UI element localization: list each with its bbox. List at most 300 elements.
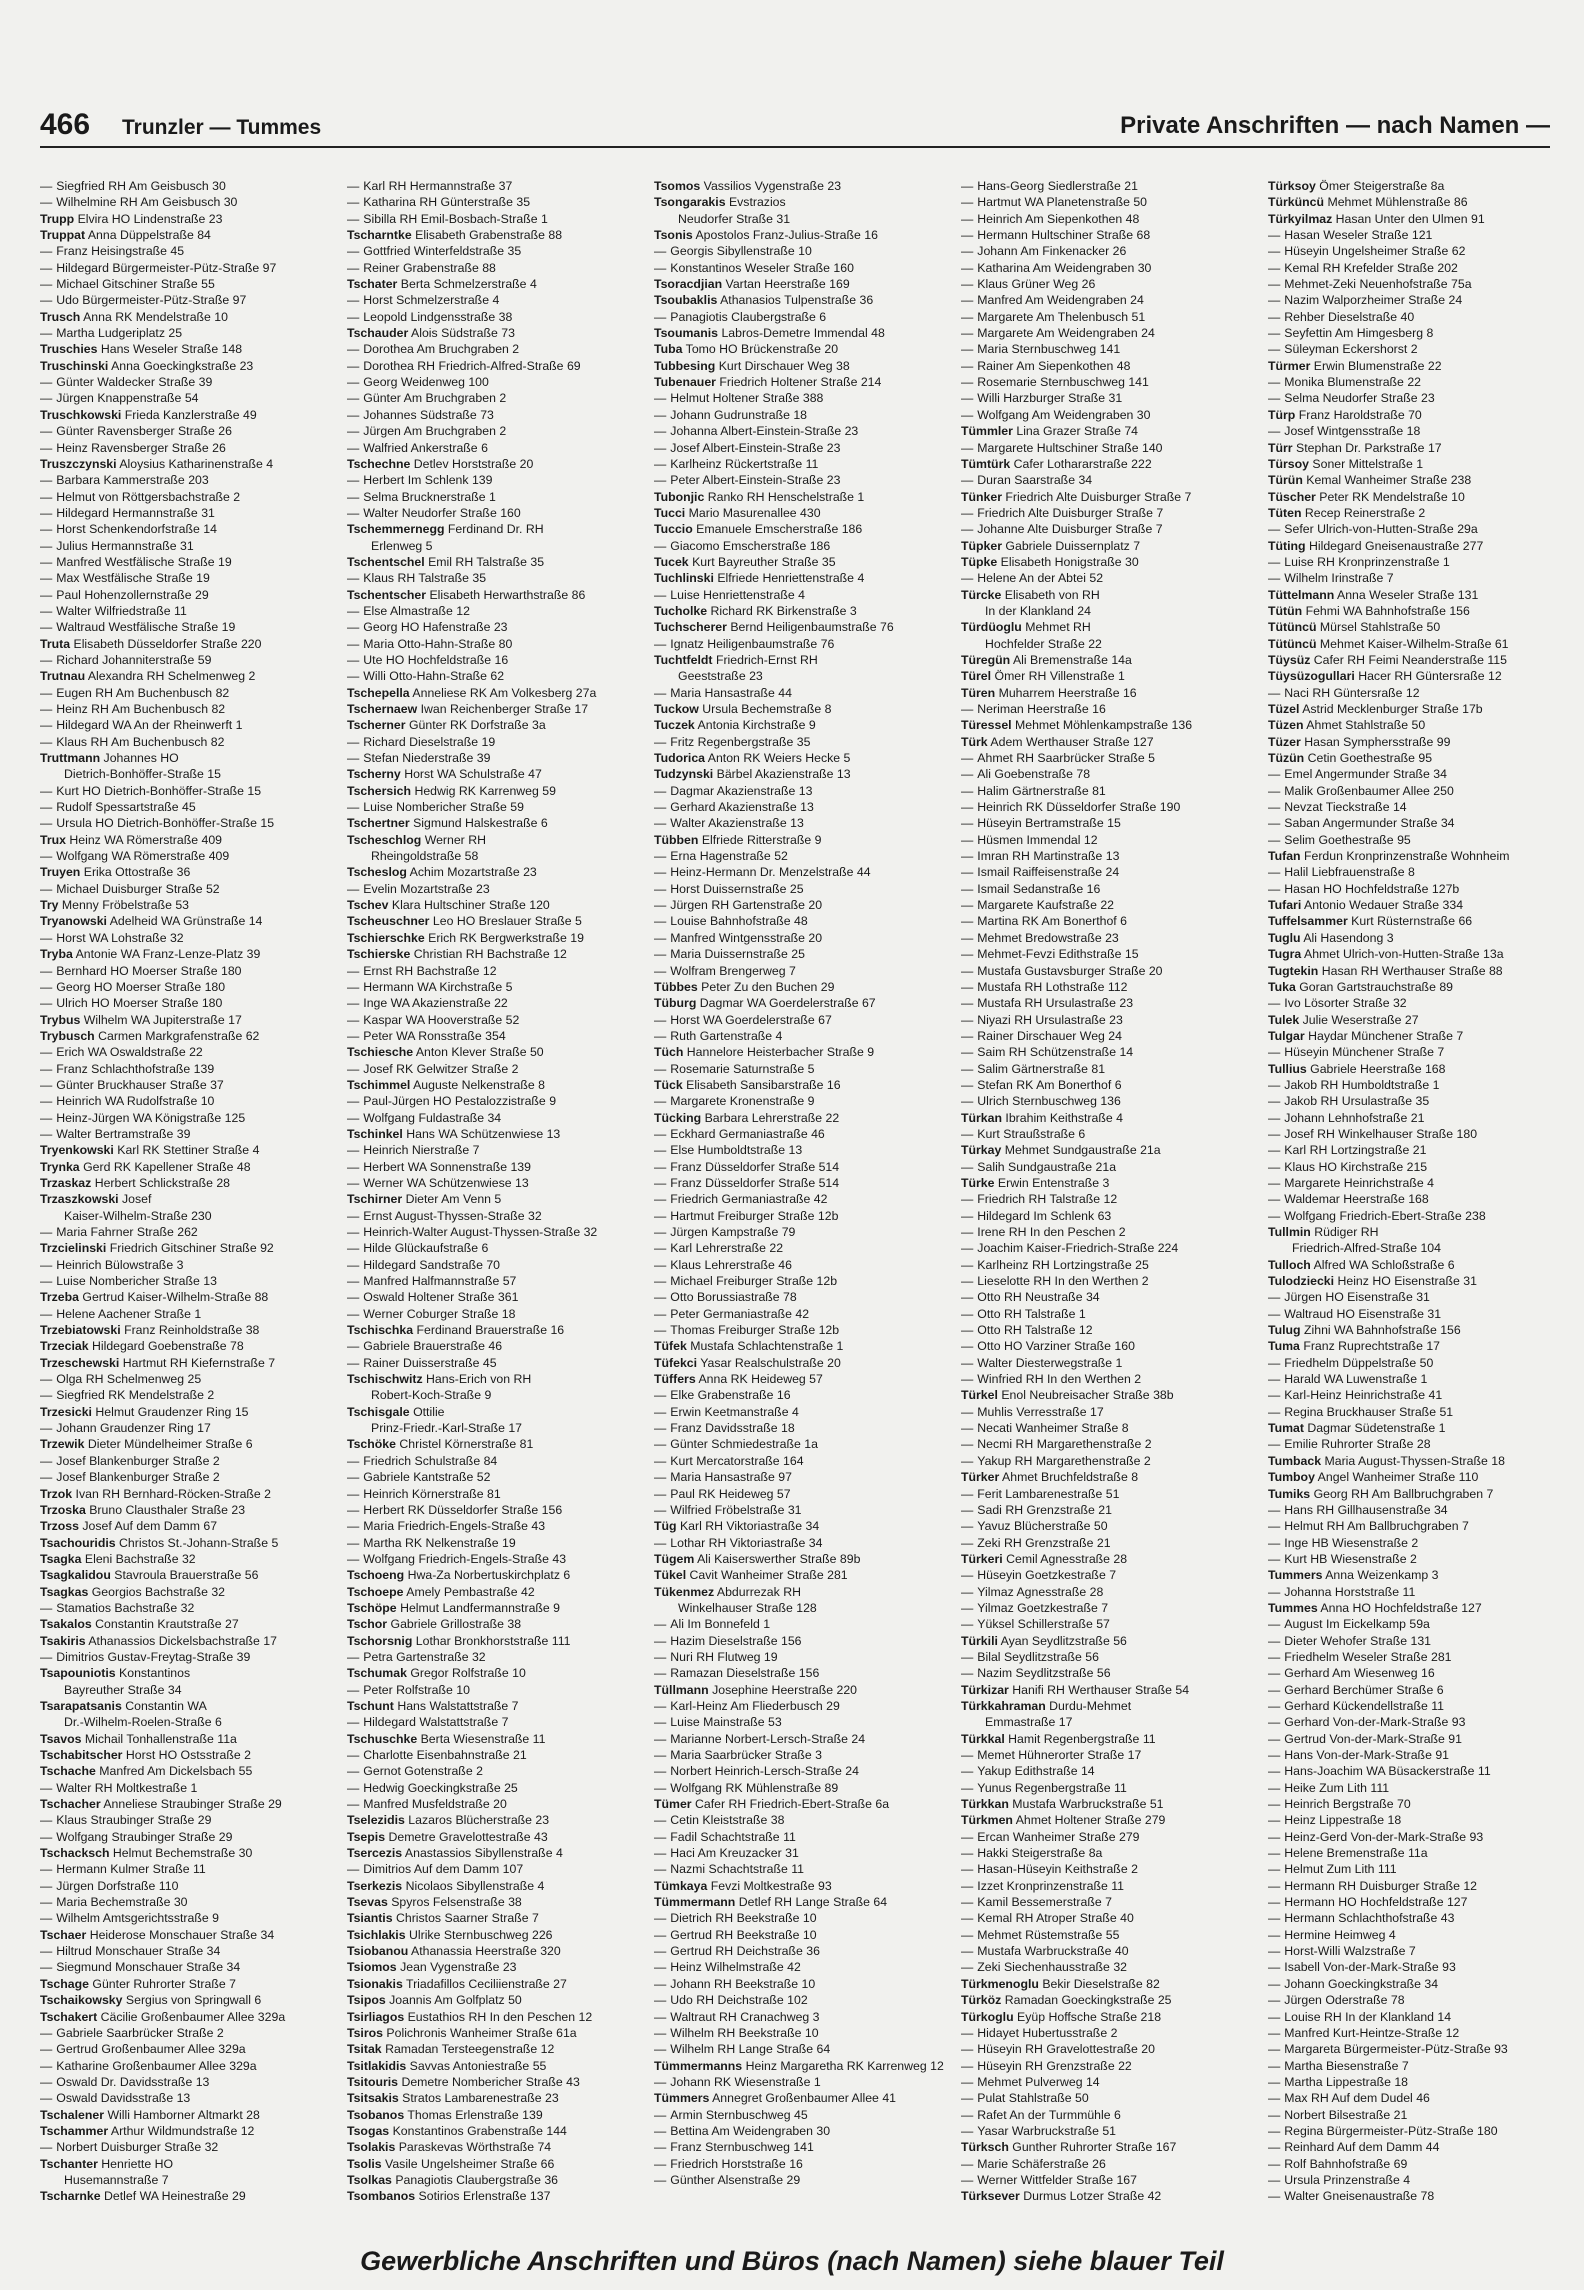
entry-details: Soner Mittelstraße 1	[1312, 456, 1424, 471]
same-name-dash: —	[347, 489, 360, 504]
entry-details: Heinrich Am Siepenkothen 48	[977, 211, 1140, 226]
listing-entry	[40, 1535, 338, 1551]
same-name-dash: —	[40, 816, 53, 831]
listing-entry	[1268, 1829, 1550, 1845]
entry-details: Saim RH Schützenstraße 14	[977, 1045, 1134, 1060]
entry-surname: Türün	[1268, 473, 1303, 488]
listing-entry	[1268, 1093, 1550, 1109]
listing-entry	[654, 2172, 952, 2188]
entry-surname: Tsepis	[347, 1829, 386, 1844]
same-name-dash: —	[40, 179, 53, 193]
entry-details: Dimitrios Auf dem Damm 107	[363, 1862, 524, 1877]
listing-entry	[1268, 652, 1550, 668]
same-name-dash: —	[1268, 1682, 1281, 1697]
entry-details: Karl RH Lortzingstraße 21	[1284, 1143, 1427, 1158]
entry-details: Gabriele Heerstraße 168	[1310, 1061, 1446, 1076]
entry-details: Horst-Willi Walzstraße 7	[1284, 1944, 1416, 1959]
entry-surname: Trzebiatowski	[40, 1323, 121, 1338]
same-name-dash: —	[654, 783, 667, 798]
entry-surname: Türkel	[961, 1388, 998, 1403]
listing-entry	[961, 799, 1259, 815]
listing-entry	[961, 979, 1259, 995]
entry-details: Paul Hohenzollernstraße 29	[56, 587, 209, 602]
entry-details: Georg HO Hafenstraße 23	[363, 620, 508, 635]
same-name-dash: —	[1268, 260, 1281, 275]
listing-entry	[1268, 2058, 1550, 2074]
listing-entry	[1268, 603, 1550, 619]
entry-details: Willi Hamborner Altmarkt 28	[107, 2107, 260, 2122]
listing-entry	[347, 1110, 645, 1126]
entry-details: Günter Am Bruchgraben 2	[363, 391, 507, 406]
listing-entry	[961, 1976, 1259, 1992]
listing-entry	[961, 652, 1259, 668]
footer-note: Gewerbliche Anschriften und Büros (nach Namen) siehe blauer Teil	[360, 2246, 1224, 2276]
entry-details: Heinrich WA Rudolfstraße 10	[56, 1094, 215, 1109]
same-name-dash: —	[40, 1780, 53, 1795]
listing-entry	[654, 783, 952, 799]
same-name-dash: —	[654, 2009, 667, 2024]
same-name-dash: —	[961, 979, 974, 994]
same-name-dash: —	[654, 1012, 667, 1027]
entry-surname: Tüttelmann	[1268, 587, 1335, 602]
listing-entry	[347, 1959, 645, 1975]
listing-entry	[654, 1061, 952, 1077]
listing-entry	[654, 1796, 952, 1812]
listing-entry	[1268, 1012, 1550, 1028]
listing-entry	[347, 1061, 645, 1077]
same-name-dash: —	[1268, 424, 1281, 439]
entry-details: Johann RK Wiesenstraße 1	[670, 2074, 821, 2089]
listing-entry	[347, 832, 645, 848]
entry-details: Necati Wanheimer Straße 8	[977, 1421, 1129, 1436]
entry-details: Katharina RH Günterstraße 35	[363, 195, 531, 210]
listing-entry	[654, 1927, 952, 1943]
same-name-dash: —	[654, 1976, 667, 1991]
same-name-dash: —	[654, 1159, 667, 1174]
entry-details: Leopold Lindgensstraße 38	[363, 309, 513, 324]
entry-surname: Truszczynski	[40, 456, 117, 471]
entry-surname: Tschepella	[347, 685, 410, 700]
entry-details: Georgios Bachstraße 32	[91, 1584, 226, 1599]
same-name-dash: —	[961, 407, 974, 422]
listing-entry	[347, 1044, 645, 1060]
entry-details: Lothar RH Viktoriastraße 34	[670, 1535, 823, 1550]
listing-entry	[40, 1780, 338, 1796]
listing-entry	[347, 1338, 645, 1354]
listing-entry	[40, 1796, 338, 1812]
listing-entry	[347, 1273, 645, 1289]
listing-entry	[961, 260, 1259, 276]
listing-entry	[961, 2025, 1259, 2041]
entry-details: Adem Werthauser Straße 127	[990, 734, 1154, 749]
same-name-dash: —	[1268, 2140, 1281, 2155]
entry-surname: Tscheslog	[347, 865, 407, 880]
entry-details: Hidayet Hubertusstraße 2	[977, 2025, 1118, 2040]
entry-details: Zihni WA Bahnhofstraße 156	[1303, 1323, 1461, 1338]
listing-entry	[961, 2139, 1259, 2155]
listing-entry	[1268, 1322, 1550, 1338]
same-name-dash: —	[961, 1274, 974, 1289]
entry-details: Amely Pembastraße 42	[406, 1584, 535, 1599]
entry-surname: Tsitlakidis	[347, 2058, 407, 2073]
same-name-dash: —	[40, 620, 53, 635]
listing-entry	[1268, 1518, 1550, 1534]
same-name-dash: —	[961, 767, 974, 782]
listing-entry	[961, 734, 1259, 750]
entry-details: Detlef RH Lange Straße 64	[738, 1895, 888, 1910]
same-name-dash: —	[347, 1028, 360, 1043]
entry-details: Friedrich Holtener Straße 214	[719, 375, 882, 390]
listing-entry	[1268, 2156, 1550, 2172]
listing-entry	[654, 570, 952, 586]
entry-details: Geeststraße 23	[678, 669, 763, 684]
listing-entry	[40, 1240, 338, 1256]
entry-details: Else Almastraße 12	[363, 603, 470, 618]
entry-details: Gertrud Kaiser-Wilhelm-Straße 88	[82, 1290, 269, 1305]
entry-details: Bernhard HO Moerser Straße 180	[56, 963, 242, 978]
entry-details: Bayreuther Straße 34	[64, 1682, 182, 1697]
entry-details: Emil RH Talstraße 35	[428, 554, 545, 569]
entry-details: Hans Walstattstraße 7	[397, 1698, 519, 1713]
entry-details: Horst HO Ostsstraße 2	[125, 1748, 251, 1762]
listing-entry	[654, 1649, 952, 1665]
same-name-dash: —	[347, 1535, 360, 1550]
listing-entry	[654, 1175, 952, 1191]
entry-surname: Tscharntke	[347, 228, 412, 243]
same-name-dash: —	[961, 1257, 974, 1272]
listing-entry	[654, 1404, 952, 1420]
listing-entry	[40, 734, 338, 750]
listing-entry	[347, 570, 645, 586]
same-name-dash: —	[1268, 2172, 1281, 2187]
entry-details: Muhlis Verresstraße 17	[977, 1404, 1104, 1419]
entry-details: Wilhelm WA Jupiterstraße 17	[83, 1012, 242, 1027]
entry-surname: Tuchtfeldt	[654, 652, 713, 667]
entry-details: Vasile Ungelsheimer Straße 66	[385, 2156, 555, 2171]
entry-surname: Tschalener	[40, 2107, 105, 2122]
entry-details: Elvira HO Lindenstraße 23	[77, 211, 223, 226]
same-name-dash: —	[961, 179, 974, 193]
same-name-dash: —	[1268, 1159, 1281, 1174]
entry-details: Dimitrios Gustav-Freytag-Straße 39	[56, 1649, 251, 1664]
entry-details: Dagmar Südetenstraße 1	[1307, 1421, 1446, 1436]
entry-details: Charlotte Eisenbahnstraße 21	[363, 1748, 527, 1762]
same-name-dash: —	[1268, 2009, 1281, 2024]
listing-entry	[347, 292, 645, 308]
listing-entry	[961, 587, 1259, 603]
entry-surname: Türel	[961, 669, 992, 684]
same-name-dash: —	[1268, 1551, 1281, 1566]
listing-entry	[40, 2041, 338, 2057]
listing-entry	[961, 848, 1259, 864]
entry-surname: Tubbesing	[654, 358, 716, 373]
entry-surname: Türkkan	[961, 1797, 1009, 1812]
entry-surname: Trzoska	[40, 1502, 86, 1517]
entry-surname: Türk	[961, 734, 988, 749]
listing-entry	[1268, 472, 1550, 488]
listing-entry	[1268, 390, 1550, 406]
entry-details: Paul-Jürgen HO Pestalozzistraße 9	[363, 1094, 557, 1109]
entry-details: Johann Graudenzer Ring 17	[56, 1421, 211, 1436]
same-name-dash: —	[1268, 522, 1281, 537]
listing-entry	[1268, 979, 1550, 995]
listing-entry	[654, 717, 952, 733]
same-name-dash: —	[654, 538, 667, 553]
entry-details: Michael Gitschiner Straße 55	[56, 277, 215, 292]
entry-details: Armin Sternbuschweg 45	[670, 2107, 808, 2122]
same-name-dash: —	[40, 1453, 53, 1468]
entry-details: Elisabeth Herwarthstraße 86	[429, 587, 586, 602]
same-name-dash: —	[654, 309, 667, 324]
listing-entry	[961, 1061, 1259, 1077]
listing-entry	[40, 276, 338, 292]
entry-details: Kurt HB Wiesenstraße 2	[1284, 1551, 1417, 1566]
entry-surname: Tüscher	[1268, 489, 1316, 504]
same-name-dash: —	[1268, 1077, 1281, 1092]
same-name-dash: —	[654, 1649, 667, 1664]
listing-entry	[654, 538, 952, 554]
entry-details: Reinhard Auf dem Damm 44	[1284, 2140, 1440, 2155]
listing-entry	[1268, 1028, 1550, 1044]
entry-details: Richard Dieselstraße 19	[363, 734, 496, 749]
listing-entry	[961, 440, 1259, 456]
same-name-dash: —	[654, 1846, 667, 1861]
entry-details: Christos Saarner Straße 7	[395, 1911, 539, 1926]
same-name-dash: —	[40, 1600, 53, 1615]
same-name-dash: —	[961, 1748, 974, 1762]
entry-details: Cetin Kleiststraße 38	[670, 1813, 785, 1828]
entry-details: Klaus Straubinger Straße 29	[56, 1813, 212, 1828]
same-name-dash: —	[40, 1862, 53, 1877]
entry-details: Abdurrezak RH	[716, 1584, 801, 1599]
entry-details: Johanna Albert-Einstein-Straße 23	[670, 424, 859, 439]
entry-details: Süleyman Eckershorst 2	[1284, 342, 1418, 357]
same-name-dash: —	[961, 1012, 974, 1027]
entry-details: Ferdun Kronprinzenstraße Wohnheim	[1303, 849, 1510, 864]
listing-entry	[1268, 358, 1550, 374]
same-name-dash: —	[1268, 1306, 1281, 1321]
entry-details: Emmastraße 17	[985, 1715, 1073, 1730]
listing-entry	[654, 1012, 952, 1028]
listing-entry	[654, 2107, 952, 2123]
listing-entry	[1268, 554, 1550, 570]
listing-entry	[654, 2156, 952, 2172]
entry-details: Stefan Niederstraße 39	[363, 751, 491, 766]
entry-details: Heinz Ravensberger Straße 26	[56, 440, 226, 455]
entry-details: Carmen Markgrafenstraße 62	[98, 1028, 260, 1043]
entry-surname: Tulloch	[1268, 1257, 1311, 1272]
listing-entry	[40, 2156, 338, 2172]
entry-details: Anna Weizenkamp 3	[1325, 1568, 1439, 1583]
entry-details: Johann Am Finkenacker 26	[977, 244, 1127, 259]
entry-details: Helmut Holtener Straße 388	[670, 391, 824, 406]
same-name-dash: —	[961, 391, 974, 406]
entry-details: Konstantinos Weseler Straße 160	[670, 260, 854, 275]
same-name-dash: —	[961, 1649, 974, 1664]
entry-details: Dagmar WA Goerdelerstraße 67	[699, 996, 876, 1011]
listing-entry	[1268, 913, 1550, 929]
entry-details: Dietrich RH Beekstraße 10	[670, 1911, 817, 1926]
same-name-dash: —	[961, 1421, 974, 1436]
entry-details: Johann RH Beekstraße 10	[670, 1976, 816, 1991]
entry-details: Selma Neudorfer Straße 23	[1284, 391, 1435, 406]
entry-surname: Tsonis	[654, 228, 693, 243]
listing-entry	[961, 1289, 1259, 1305]
entry-details: Wolfgang WA Römerstraße 409	[56, 849, 230, 864]
entry-details: Gerhard Akazienstraße 13	[670, 800, 814, 815]
same-name-dash: —	[347, 1862, 360, 1877]
listing-entry	[654, 1584, 952, 1600]
entry-details: Anna RK Mendelstraße 10	[83, 309, 228, 324]
same-name-dash: —	[347, 1453, 360, 1468]
entry-surname: Tschaikowsky	[40, 1993, 123, 2008]
listing-entry	[347, 538, 645, 554]
entry-details: Wolfram Brengerweg 7	[670, 963, 796, 978]
same-name-dash: —	[40, 1944, 53, 1959]
listing-entry	[1268, 636, 1550, 652]
listing-entry	[40, 211, 338, 227]
listing-entry	[347, 1142, 645, 1158]
same-name-dash: —	[1268, 800, 1281, 815]
listing-entry	[40, 1322, 338, 1338]
same-name-dash: —	[961, 342, 974, 357]
entry-details: Gunther Ruhrorter Straße 167	[1012, 2140, 1177, 2155]
same-name-dash: —	[1268, 1829, 1281, 1844]
listing-entry	[347, 1486, 645, 1502]
entry-surname: Türker	[961, 1470, 1000, 1485]
entry-details: Heiderose Monschauer Straße 34	[89, 1927, 275, 1942]
listing-entry	[347, 1878, 645, 1894]
entry-surname: Tsichlakis	[347, 1927, 406, 1942]
entry-details: Walter Wilfriedstraße 11	[56, 603, 187, 618]
entry-details: Peter Germaniastraße 42	[670, 1306, 810, 1321]
listing-entry	[1268, 489, 1550, 505]
entry-surname: Tschernaew	[347, 702, 418, 716]
entry-details: Mehmet Rüstemstraße 55	[977, 1927, 1120, 1942]
same-name-dash: —	[654, 1192, 667, 1207]
listing-entry	[1268, 668, 1550, 684]
entry-surname: Tüburg	[654, 996, 697, 1011]
entry-details: Athanassios Dickelsbachstraße 17	[88, 1633, 277, 1648]
listing-entry	[347, 423, 645, 439]
entry-details: Leo HO Breslauer Straße 5	[432, 914, 582, 929]
entry-surname: Tummes	[1268, 1600, 1318, 1615]
entry-surname: Tschache	[40, 1764, 96, 1779]
same-name-dash: —	[1268, 1944, 1281, 1959]
entry-details: Gerhard Am Wiesenweg 16	[1284, 1666, 1435, 1681]
entry-details: Johannes Südstraße 73	[363, 407, 494, 422]
same-name-dash: —	[347, 571, 360, 586]
entry-surname: Tscheuschner	[347, 914, 430, 929]
entry-details: Anna Goeckingkstraße 23	[111, 358, 254, 373]
entry-details: Aloysius Katharinenstraße 4	[119, 456, 274, 471]
entry-details: Antonio Wedauer Straße 334	[1304, 898, 1464, 913]
entry-details: Ferit Lambarenestraße 51	[977, 1486, 1120, 1501]
entry-details: Martha Ludgeriplatz 25	[56, 326, 183, 341]
entry-details: Jürgen Am Bruchgraben 2	[363, 424, 507, 439]
entry-details: Hüseyin Ungelsheimer Straße 62	[1284, 244, 1466, 259]
listing-entry	[1268, 1943, 1550, 1959]
same-name-dash: —	[961, 375, 974, 390]
entry-details: Gregor Rolfstraße 10	[410, 1666, 526, 1681]
same-name-dash: —	[1268, 1862, 1281, 1877]
listing-entry	[1268, 1796, 1550, 1812]
listing-entry	[1268, 260, 1550, 276]
listing-entry	[40, 374, 338, 390]
entry-details: Erich RK Bergwerkstraße 19	[428, 930, 584, 945]
entry-details: Ali Im Bonnefeld 1	[670, 1617, 771, 1632]
entry-details: Elfriede Ritterstraße 9	[701, 832, 822, 847]
entry-surname: Türkmenoglu	[961, 1976, 1039, 1991]
listing-entry	[654, 1110, 952, 1126]
entry-surname: Tsoubaklis	[654, 293, 718, 308]
same-name-dash: —	[961, 1764, 974, 1779]
entry-surname: Tuccio	[654, 522, 693, 537]
listing-entry	[1268, 1436, 1550, 1452]
listing-entry	[961, 2074, 1259, 2090]
listing-entry	[40, 1649, 338, 1665]
listing-entry	[1268, 2009, 1550, 2025]
entry-details: Menny Fröbelstraße 53	[61, 898, 190, 913]
listing-entry	[40, 1518, 338, 1534]
same-name-dash: —	[347, 309, 360, 324]
same-name-dash: —	[1268, 1780, 1281, 1795]
entry-details: Seyfettin Am Himgesberg 8	[1284, 326, 1434, 341]
entry-details: Hilde Glückaufstraße 6	[363, 1241, 489, 1256]
listing-entry	[347, 734, 645, 750]
listing-entry	[347, 178, 645, 194]
entry-details: Selma Brucknerstraße 1	[363, 489, 496, 504]
entry-details: Otto HO Varziner Straße 160	[977, 1339, 1135, 1354]
same-name-dash: —	[40, 1878, 53, 1893]
entry-details: Helene Bremenstraße 11a	[1284, 1846, 1428, 1861]
same-name-dash: —	[961, 1568, 974, 1583]
entry-details: Demetre Gravelottestraße 43	[388, 1829, 548, 1844]
entry-details: Louise Bahnhofstraße 48	[670, 914, 808, 929]
entry-details: Haydar Münchener Straße 7	[1308, 1028, 1464, 1043]
listing-entry	[347, 685, 645, 701]
entry-surname: Türksch	[961, 2140, 1009, 2155]
entry-surname: Truschies	[40, 342, 98, 357]
listing-entry	[654, 1371, 952, 1387]
entry-details: Fevzi Moltkestraße 93	[710, 1878, 832, 1893]
entry-surname: Tumboy	[1268, 1470, 1315, 1485]
entry-details: Hüsmen Immendal 12	[977, 832, 1098, 847]
same-name-dash: —	[654, 930, 667, 945]
entry-surname: Tschacksch	[40, 1846, 110, 1861]
same-name-dash: —	[40, 2091, 53, 2106]
header-rule	[40, 146, 1550, 148]
listing-entry	[347, 668, 645, 684]
same-name-dash: —	[654, 2123, 667, 2138]
entry-details: Johann Goeckingkstraße 34	[1284, 1976, 1439, 1991]
entry-details: Ivo Lösorter Straße 32	[1284, 996, 1407, 1011]
entry-details: Josef Albert-Einstein-Straße 23	[670, 440, 841, 455]
entry-details: Klaus RH Am Buchenbusch 82	[56, 734, 225, 749]
same-name-dash: —	[961, 1355, 974, 1370]
entry-surname: Türkkahraman	[961, 1698, 1046, 1713]
listing-entry	[654, 1992, 952, 2008]
listing-entry	[654, 979, 952, 995]
listing-entry	[961, 178, 1259, 194]
listing-entry	[40, 1976, 338, 1992]
entry-details: Hermann HO Hochfeldstraße 127	[1284, 1895, 1468, 1910]
entry-details: Siegfried RK Mendelstraße 2	[56, 1388, 215, 1403]
listing-entry	[1268, 864, 1550, 880]
entry-details: Zeki Siechenhausstraße 32	[977, 1960, 1127, 1975]
same-name-dash: —	[347, 1797, 360, 1812]
same-name-dash: —	[961, 881, 974, 896]
